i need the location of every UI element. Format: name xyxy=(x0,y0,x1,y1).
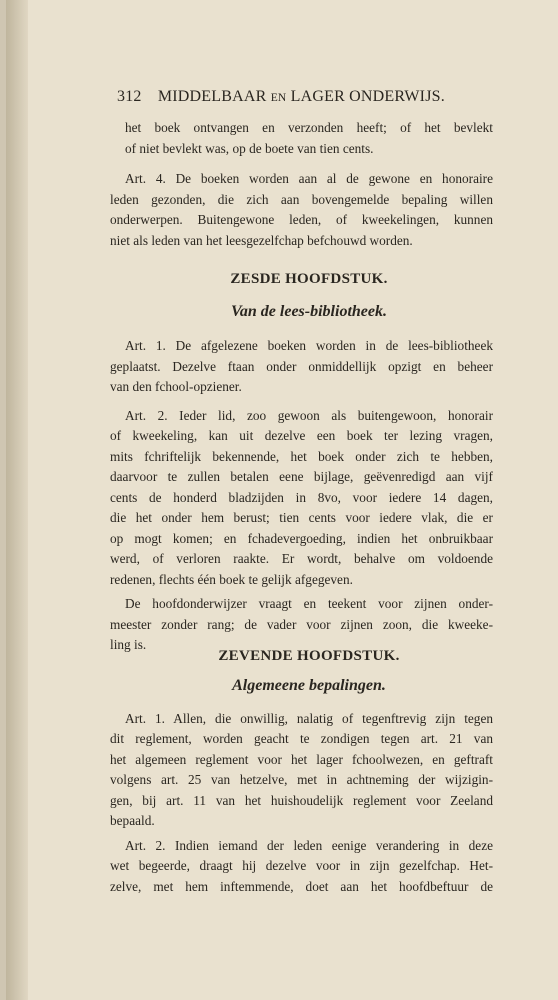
article-4-paragraph xyxy=(110,169,493,251)
page-body xyxy=(110,118,493,897)
text-line: Art. 1. De afgelezene boeken worden in de lees-bibliotheek xyxy=(125,338,493,353)
text-line: cents de honderd bladzijden in 8vo, voor iedere 14 dagen, xyxy=(110,489,493,505)
running-title-part2: LAGER ONDERWIJS. xyxy=(290,88,445,105)
text-line: of niet bevlekt was, op de boete van tien cents. xyxy=(125,140,374,156)
text-line: ling is. xyxy=(110,637,147,652)
text-line: Art. 2. Ieder lid, zoo gewoon als buitengewoon, honorair xyxy=(125,407,493,423)
chapter-7-heading: ZEVENDE HOOFDSTUK. xyxy=(218,647,400,664)
text-line: zelve, met hem inftemmende, doet aan het hoofdbeftuur de xyxy=(110,878,493,894)
chapter-6-article-2 xyxy=(110,406,493,591)
text-line: leden gezonden, die zich aan bovengemelde bepaling willen xyxy=(110,191,493,207)
chapter-7-subtitle: Algemeene bepalingen. xyxy=(232,677,386,694)
chapter-7-article-1 xyxy=(110,709,493,832)
text-line: De hoofdonderwijzer vraagt en teekent voor zijnen onder- xyxy=(125,596,493,611)
running-title-part1: MIDDELBAAR xyxy=(157,88,267,105)
text-line: gen, bij art. 11 van het huishoudelijk reglement voor Zeeland xyxy=(110,792,493,808)
text-line: mits fchriftelijk bekennende, het boek onder zich te hebben, xyxy=(110,448,493,464)
text-line: bepaald. xyxy=(110,813,155,828)
text-line: die het onder hem berust; tien cents voor iedere vlak, die er xyxy=(110,510,493,525)
text-line: dit reglement, worden geacht te zondigen tegen art. 21 van xyxy=(110,731,493,746)
text-line: wet begeerde, draagt hij dezelve voor in zijn gezelfchap. Het- xyxy=(110,858,493,873)
text-line: van den fchool-opziener. xyxy=(110,379,242,394)
text-line: of kweekeling, kan uit dezelve een boek ter lezing vragen, xyxy=(110,428,493,443)
running-head xyxy=(117,88,489,106)
book-page xyxy=(6,0,558,1000)
text-line: geplaatst. Dezelve ftaan onder onmiddellijk opzigt en beheer xyxy=(110,358,493,374)
text-line: daarvoor te zullen betalen eene bijlage, geëvenredigd aan vijf xyxy=(110,469,493,484)
chapter-6-subtitle: Van de lees-bibliotheek. xyxy=(231,302,387,320)
page-gutter-shadow xyxy=(6,0,28,1000)
text-line: Art. 4. De boeken worden aan al de gewone en honoraire xyxy=(125,171,493,186)
text-line: onderwerpen. Buitengewone leden, of kweekelingen, kunnen xyxy=(110,212,493,227)
chapter-6-article-1 xyxy=(110,336,493,398)
continuation-paragraph xyxy=(125,118,493,159)
text-line: werd, of verloren raakte. Er wordt, behalve om voldoende xyxy=(110,551,493,566)
page-number: 312 xyxy=(117,88,142,105)
text-line: Art. 1. Allen, die onwillig, nalatig of tegenftrevig zijn tegen xyxy=(125,710,493,726)
chapter-6-heading: ZESDE HOOFDSTUK. xyxy=(230,271,388,287)
text-line: Art. 2. Indien iemand der leden eenige verandering in deze xyxy=(125,837,493,853)
running-title-conjunction: EN xyxy=(270,92,287,104)
text-line: het boek ontvangen en verzonden heeft; of het bevlekt xyxy=(125,120,493,135)
text-line: meester zonder rang; de vader voor zijnen zoon, die kweeke- xyxy=(110,616,493,632)
text-line: redenen, flechts één boek te gelijk afgegeven. xyxy=(110,571,353,587)
text-line: volgens art. 25 van hetzelve, met in achtneming der wijzigin- xyxy=(110,772,493,787)
text-line: op mogt komen; en fchadevergoeding, indien het onbruikbaar xyxy=(110,530,493,546)
text-line: niet als leden van het leesgezelfchap befchouwd worden. xyxy=(110,232,413,248)
text-line: het algemeen reglement voor het lager fchoolwezen, en geftraft xyxy=(110,751,493,767)
chapter-7-article-2 xyxy=(110,836,493,898)
